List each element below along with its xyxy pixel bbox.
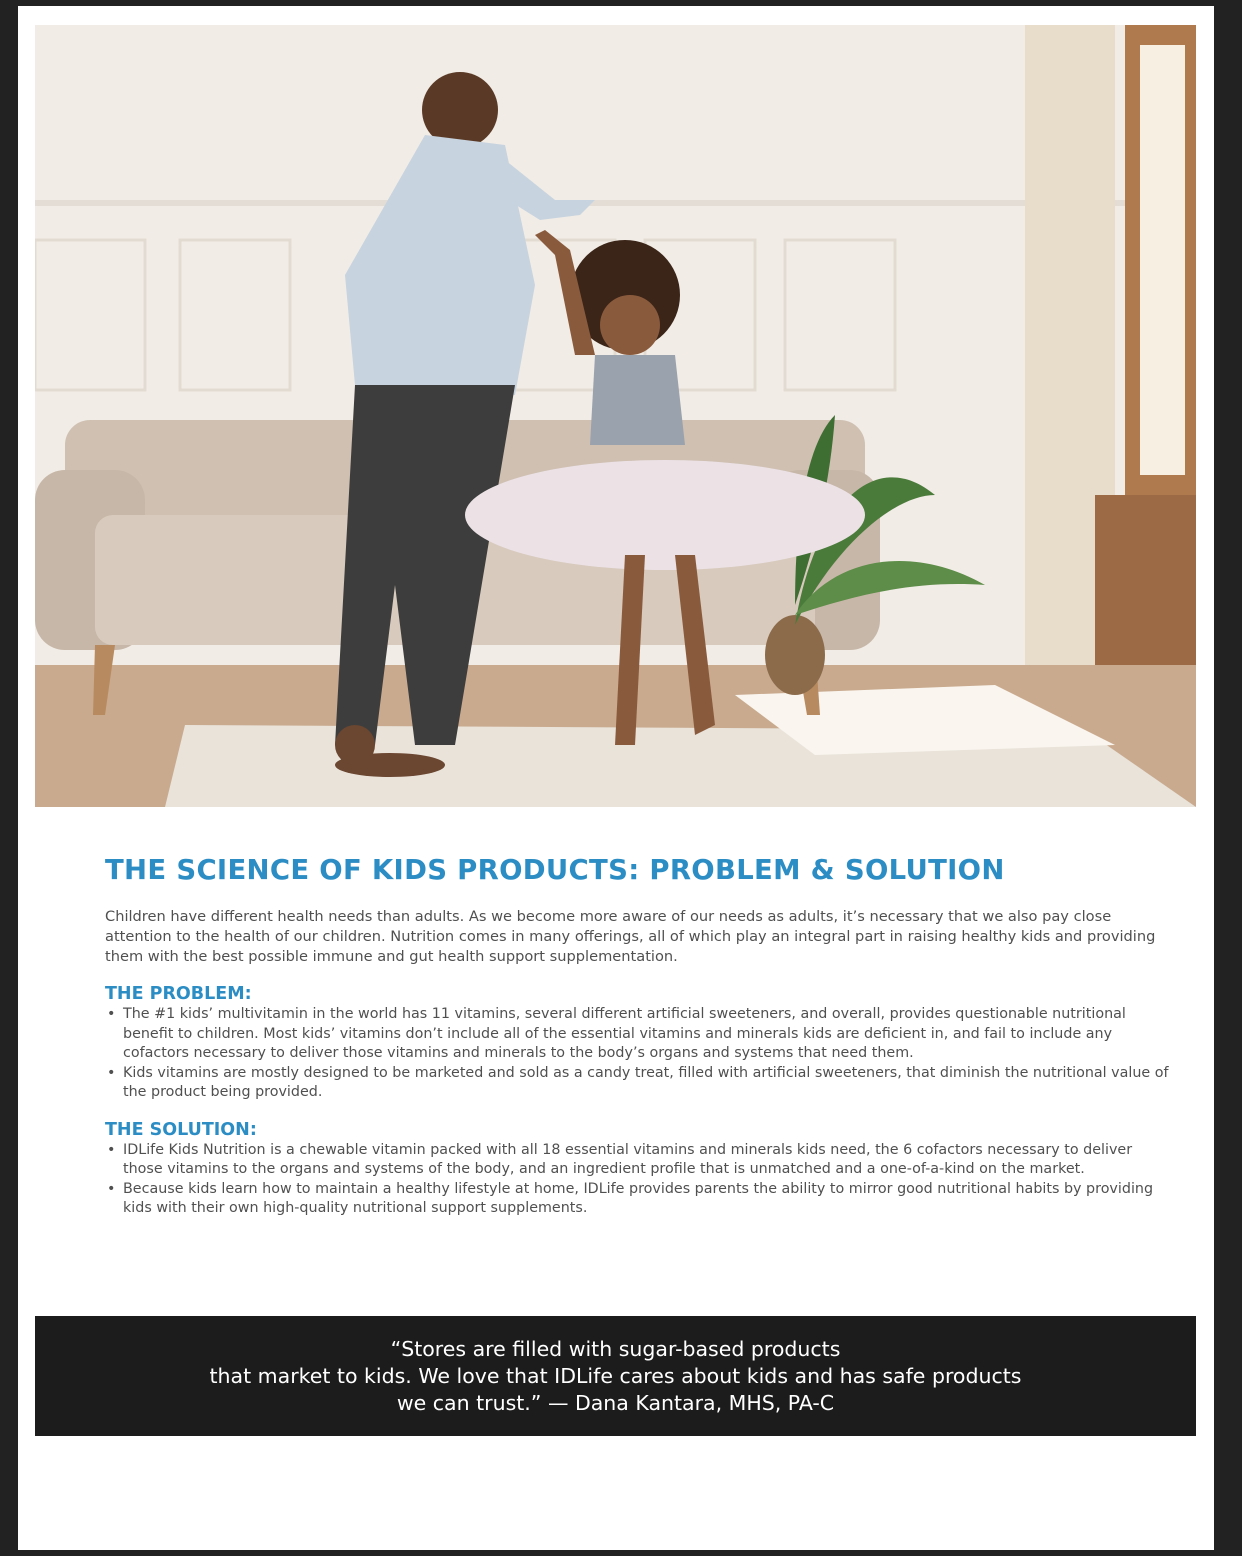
quote-line-3: we can trust.” — Dana Kantara, MHS, PA-C [396, 1390, 835, 1415]
problem-bullet-1: The #1 kids’ multivitamin in the world has 11 vitamins, several different artificial sweeteners, and overall, provides questionable nutritional benefit to children. Most kids’ vitamins don’t include all of the essential vitamins and minerals kids are deficient in, and fail to include any cofactors necessary to deliver those vitamins and minerals to the body’s organs and systems that need them. [123, 1006, 1126, 1061]
problem-heading: THE PROBLEM: [105, 984, 252, 1004]
problem-bullet-2: Kids vitamins are mostly designed to be marketed and sold as a candy treat, filled with artificial sweeteners, that diminish the nutritional value of the product being provided. [123, 1064, 1169, 1100]
viewer-frame [1214, 0, 1242, 1556]
solution-bullet-2: Because kids learn how to maintain a healthy lifestyle at home, IDLife provides parents the ability to mirror good nutritional habits by providing kids with their own high-quality nutritional support supplements. [123, 1180, 1154, 1216]
solution-heading: THE SOLUTION: [105, 1119, 257, 1140]
testimonial-quote [35, 1316, 1196, 1436]
list-item [105, 1180, 1170, 1219]
solution-bullet-1: IDLife Kids Nutrition is a chewable vitamin packed with all 18 essential vitamins and minerals kids need, the 6 cofactors necessary to deliver those vitamins to the organs and systems of the body, and an ingredient profile that is unmatched and a one-of-a-kind on the market. [123, 1141, 1133, 1177]
quote-line-1: “Stores are filled with sugar-based products [390, 1336, 841, 1361]
page-title: THE SCIENCE OF KIDS PRODUCTS: PROBLEM & SOLUTION [105, 854, 1005, 886]
photo-father-daughter-dancing-icon [35, 25, 1196, 807]
list-item [105, 1141, 1170, 1180]
solution-list [105, 1141, 1170, 1219]
hero-photo [35, 25, 1196, 807]
bullet-icon: • [107, 1006, 116, 1022]
list-item [105, 1005, 1170, 1064]
problem-list [105, 1005, 1170, 1103]
list-item [105, 1064, 1170, 1103]
article-body [105, 850, 1170, 1219]
bullet-icon: • [107, 1141, 116, 1158]
bullet-icon: • [107, 1064, 116, 1081]
intro-paragraph: Children have different health needs than adults. As we become more aware of our needs as adults, it’s necessary that we also pay close attention to the health of our children. Nutrition comes in many offerings, all of which play an integral part in raising healthy kids and providing them with the best possible immune and gut health support supplementation. [105, 908, 1156, 965]
quote-line-2: that market to kids. We love that IDLife cares about kids and has safe products [209, 1363, 1022, 1388]
bullet-icon: • [107, 1180, 116, 1197]
